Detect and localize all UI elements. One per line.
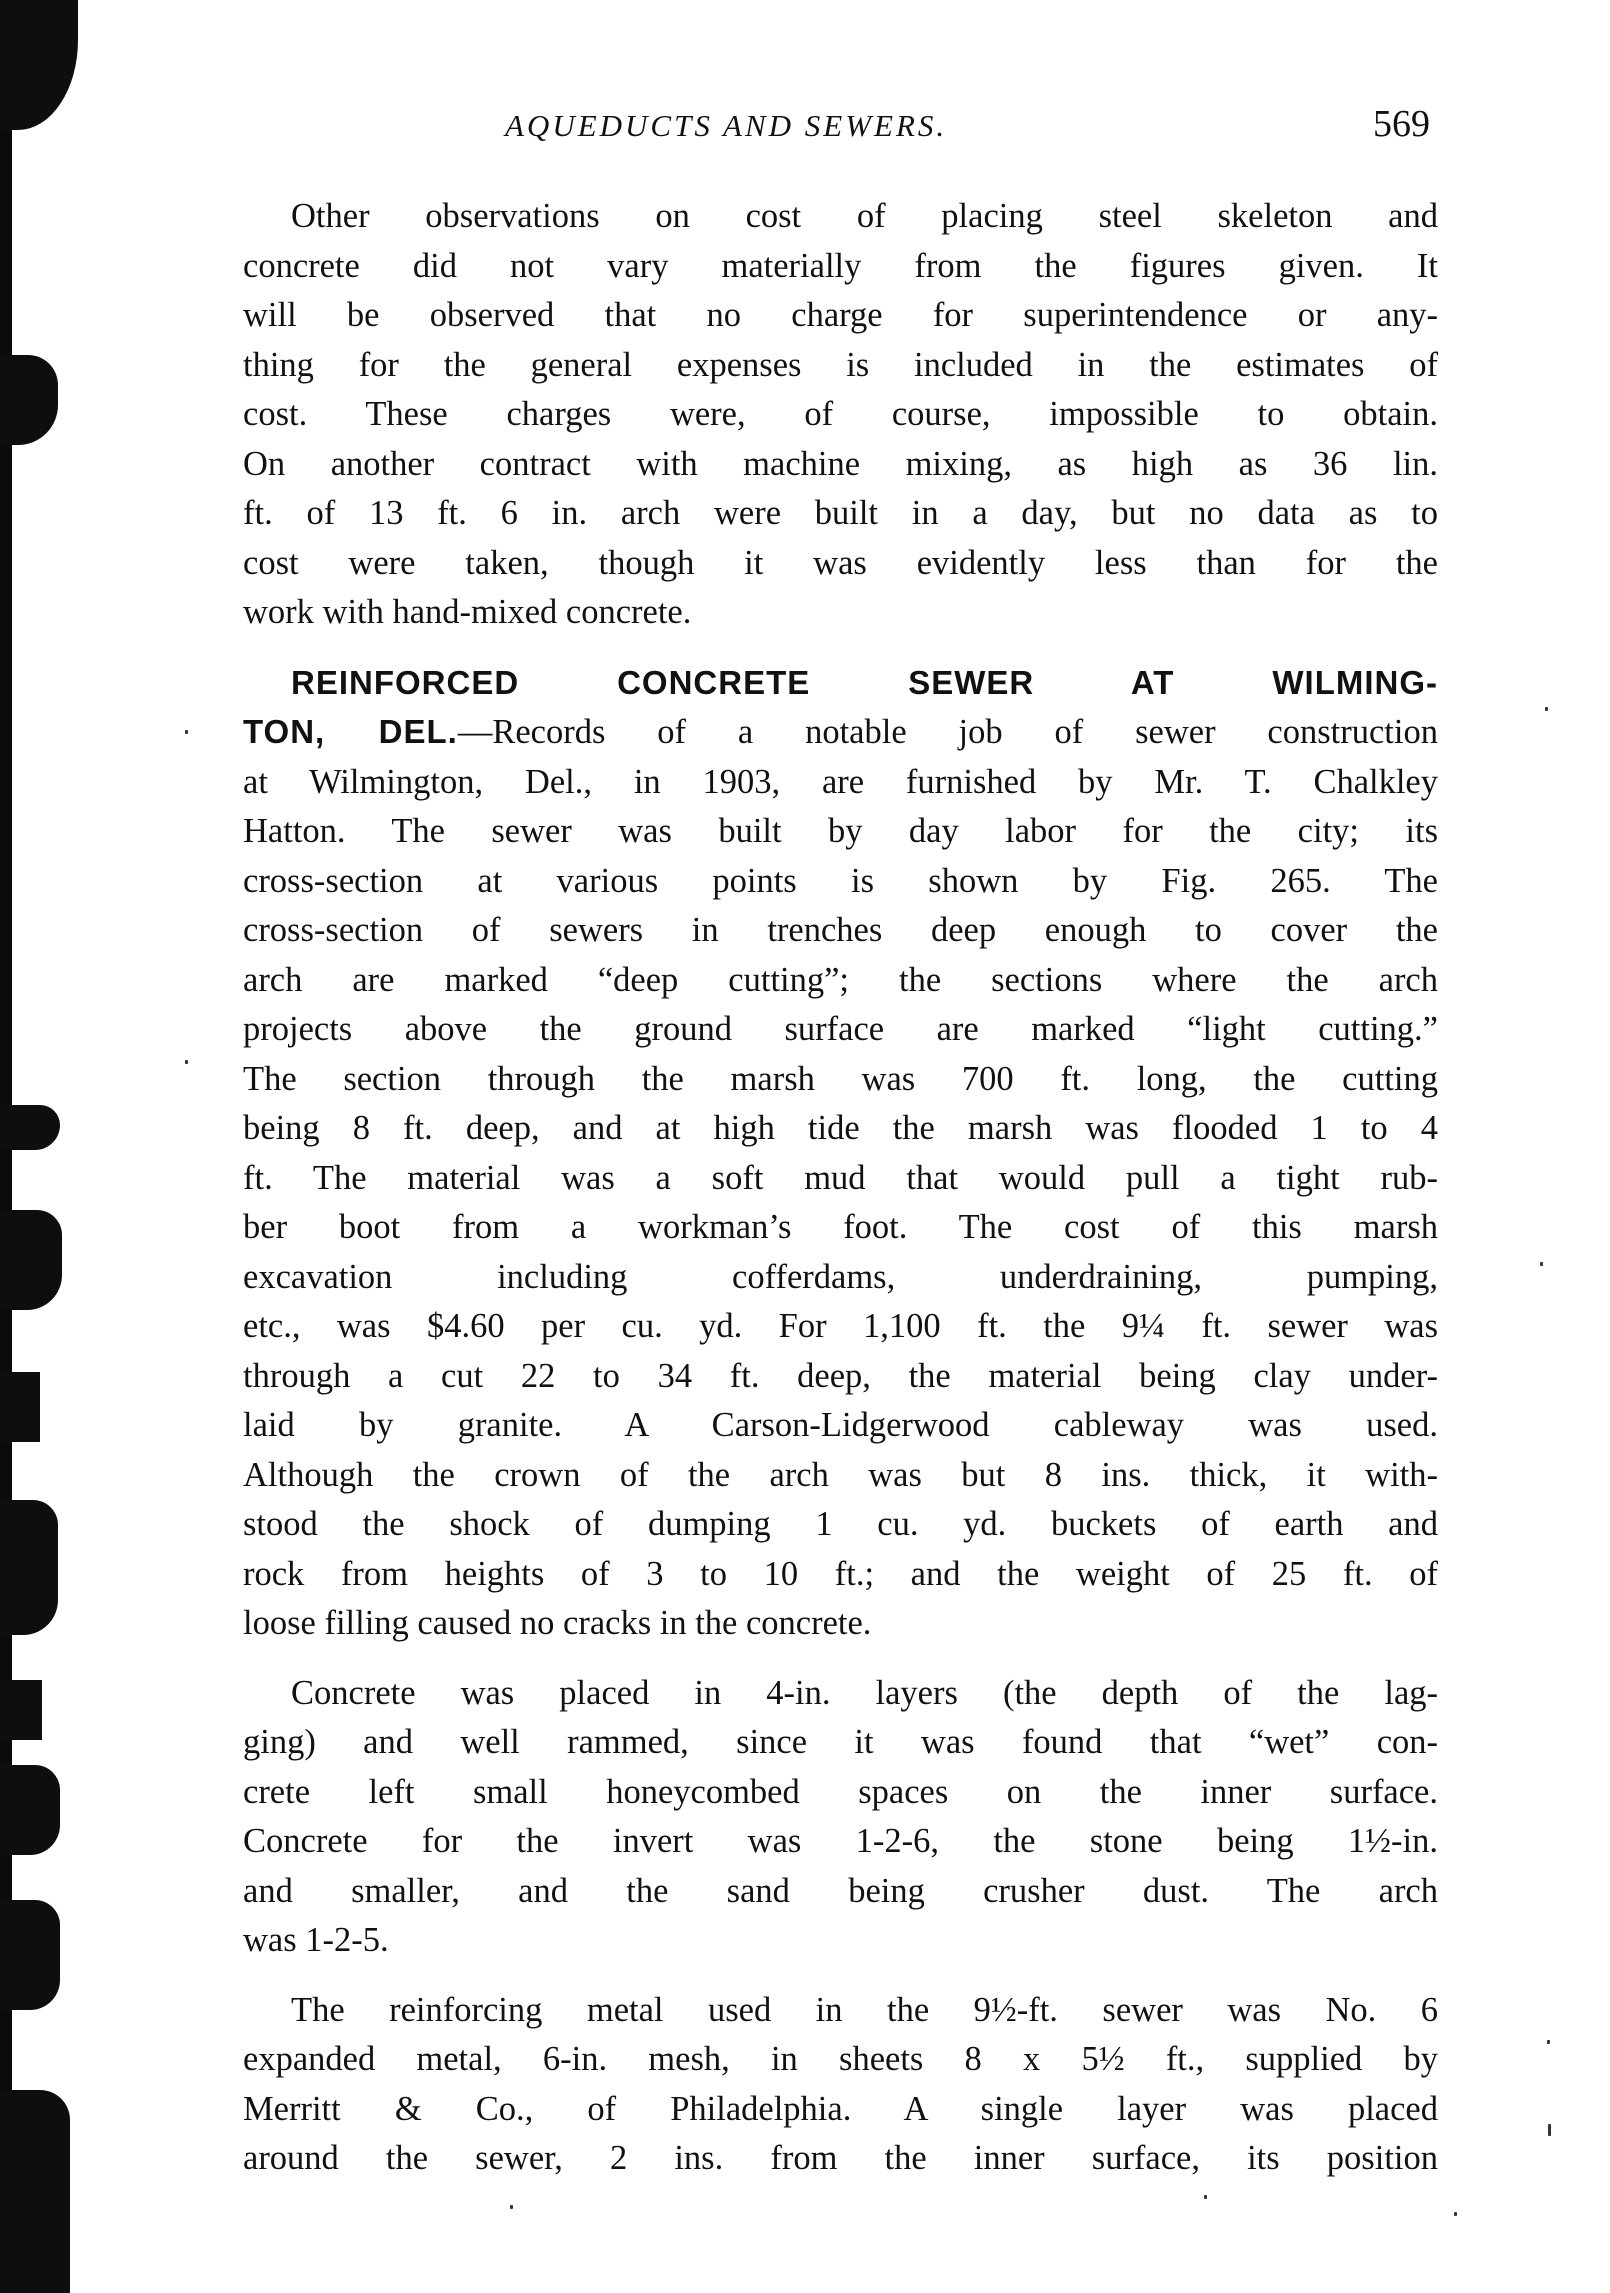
- text-line: around the sewer, 2 ins. from the inner surface, its position: [243, 2139, 1438, 2177]
- text-line: Hatton. The sewer was built by day labor for the city; its: [243, 812, 1438, 850]
- text-line: concrete did not vary materially from the figures given. It: [243, 246, 1438, 285]
- text-line: ber boot from a workman’s foot. The cost of this marsh: [243, 1208, 1438, 1246]
- text-line: excavation including cofferdams, underdraining, pumping,: [243, 1257, 1438, 1296]
- paragraph-cost-observations: [243, 192, 1438, 638]
- text-line: thing for the general expenses is included in the estimates of: [243, 345, 1438, 384]
- text-line: ft. of 13 ft. 6 in. arch were built in a day, but no data as to: [243, 494, 1438, 532]
- text-line: was 1-2-5.: [243, 1921, 389, 1959]
- paragraph-concrete-placement: [243, 1669, 1438, 1966]
- text-line: ging) and well rammed, since it was found that “wet” con-: [243, 1723, 1438, 1761]
- text-line: Concrete was placed in 4-in. layers (the depth of the lag-: [291, 1673, 1438, 1712]
- text-line: work with hand-mixed concrete.: [243, 593, 692, 631]
- scan-artifact: [0, 2090, 70, 2293]
- section-heading: REINFORCED CONCRETE SEWER AT WILMING-: [291, 663, 1438, 701]
- text-line: [243, 707, 1438, 758]
- text-line: crete left small honeycombed spaces on the inner surface.: [243, 1772, 1438, 1811]
- scan-speck: [1454, 2212, 1457, 2216]
- text-line: loose filling caused no cracks in the concrete.: [243, 1604, 872, 1642]
- page-number: 569: [1373, 103, 1430, 145]
- text-line: cost. These charges were, of course, impossible to obtain.: [243, 395, 1438, 433]
- scan-artifact: [0, 0, 78, 130]
- text-line: being 8 ft. deep, and at high tide the marsh was flooded 1 to 4: [243, 1109, 1438, 1147]
- scan-artifact: [0, 1105, 60, 1150]
- scan-artifact: [0, 1900, 60, 2010]
- scan-speck: [1547, 2040, 1550, 2044]
- running-title: AQUEDUCTS AND SEWERS.: [505, 108, 948, 143]
- text-line: and smaller, and the sand being crusher dust. The arch: [243, 1871, 1438, 1910]
- scan-speck: [1540, 1262, 1543, 1266]
- text-line: projects above the ground surface are marked “light cutting.”: [243, 1010, 1438, 1048]
- text-line: Other observations on cost of placing steel skeleton and: [291, 197, 1438, 235]
- scan-artifact: [0, 1372, 40, 1442]
- scan-artifact: [0, 1500, 58, 1635]
- scan-speck: [185, 1060, 188, 1064]
- running-head: [300, 103, 1440, 168]
- text-line: The section through the marsh was 700 ft. long, the cutting: [243, 1059, 1438, 1098]
- scan-speck: [1204, 2195, 1207, 2199]
- scan-artifact: [0, 355, 58, 445]
- paragraph-reinforcing-metal: [243, 1986, 1438, 2184]
- text-line: cross-section of sewers in trenches deep enough to cover the: [243, 911, 1438, 949]
- text-line: cross-section at various points is shown by Fig. 265. The: [243, 861, 1438, 900]
- scan-speck: [1548, 2124, 1551, 2136]
- scan-speck: [1545, 707, 1548, 711]
- scan-binding-shadow: [0, 0, 110, 2293]
- text-line: The reinforcing metal used in the 9½-ft. sewer was No. 6: [291, 1990, 1438, 2029]
- text-line: rock from heights of 3 to 10 ft.; and the weight of 25 ft. of: [243, 1554, 1438, 1593]
- section-heading-continued: TON, DEL.: [243, 713, 458, 750]
- paragraph-wilmington-sewer: [243, 658, 1438, 1649]
- text-line: On another contract with machine mixing, as high as 36 lin.: [243, 444, 1438, 483]
- body-text: [243, 192, 1438, 2184]
- text-line: etc., was $4.60 per cu. yd. For 1,100 ft. the 9¼ ft. sewer was: [243, 1307, 1438, 1345]
- text-line: laid by granite. A Carson-Lidgerwood cableway was used.: [243, 1406, 1438, 1444]
- text-line: ft. The material was a soft mud that would pull a tight rub-: [243, 1158, 1438, 1197]
- text-line: Merritt & Co., of Philadelphia. A single layer was placed: [243, 2089, 1438, 2128]
- scan-artifact: [0, 1210, 62, 1310]
- scan-speck: [185, 730, 188, 734]
- text-line: at Wilmington, Del., in 1903, are furnished by Mr. T. Chalkley: [243, 762, 1438, 801]
- text-line: Concrete for the invert was 1-2-6, the stone being 1½-in.: [243, 1822, 1438, 1860]
- text-line: stood the shock of dumping 1 cu. yd. buckets of earth and: [243, 1505, 1438, 1543]
- text-line: expanded metal, 6-in. mesh, in sheets 8 x 5½ ft., supplied by: [243, 2040, 1438, 2078]
- text-run: —Records of a notable job of sewer construction: [457, 713, 1438, 751]
- text-line: arch are marked “deep cutting”; the sections where the arch: [243, 960, 1438, 999]
- text-line: through a cut 22 to 34 ft. deep, the material being clay under-: [243, 1356, 1438, 1395]
- scan-speck: [510, 2205, 513, 2209]
- text-line: will be observed that no charge for superintendence or any-: [243, 296, 1438, 334]
- scan-artifact: [0, 1680, 42, 1740]
- text-line: Although the crown of the arch was but 8 ins. thick, it with-: [243, 1455, 1438, 1494]
- scan-artifact: [0, 1765, 60, 1855]
- text-line: cost were taken, though it was evidently less than for the: [243, 543, 1438, 582]
